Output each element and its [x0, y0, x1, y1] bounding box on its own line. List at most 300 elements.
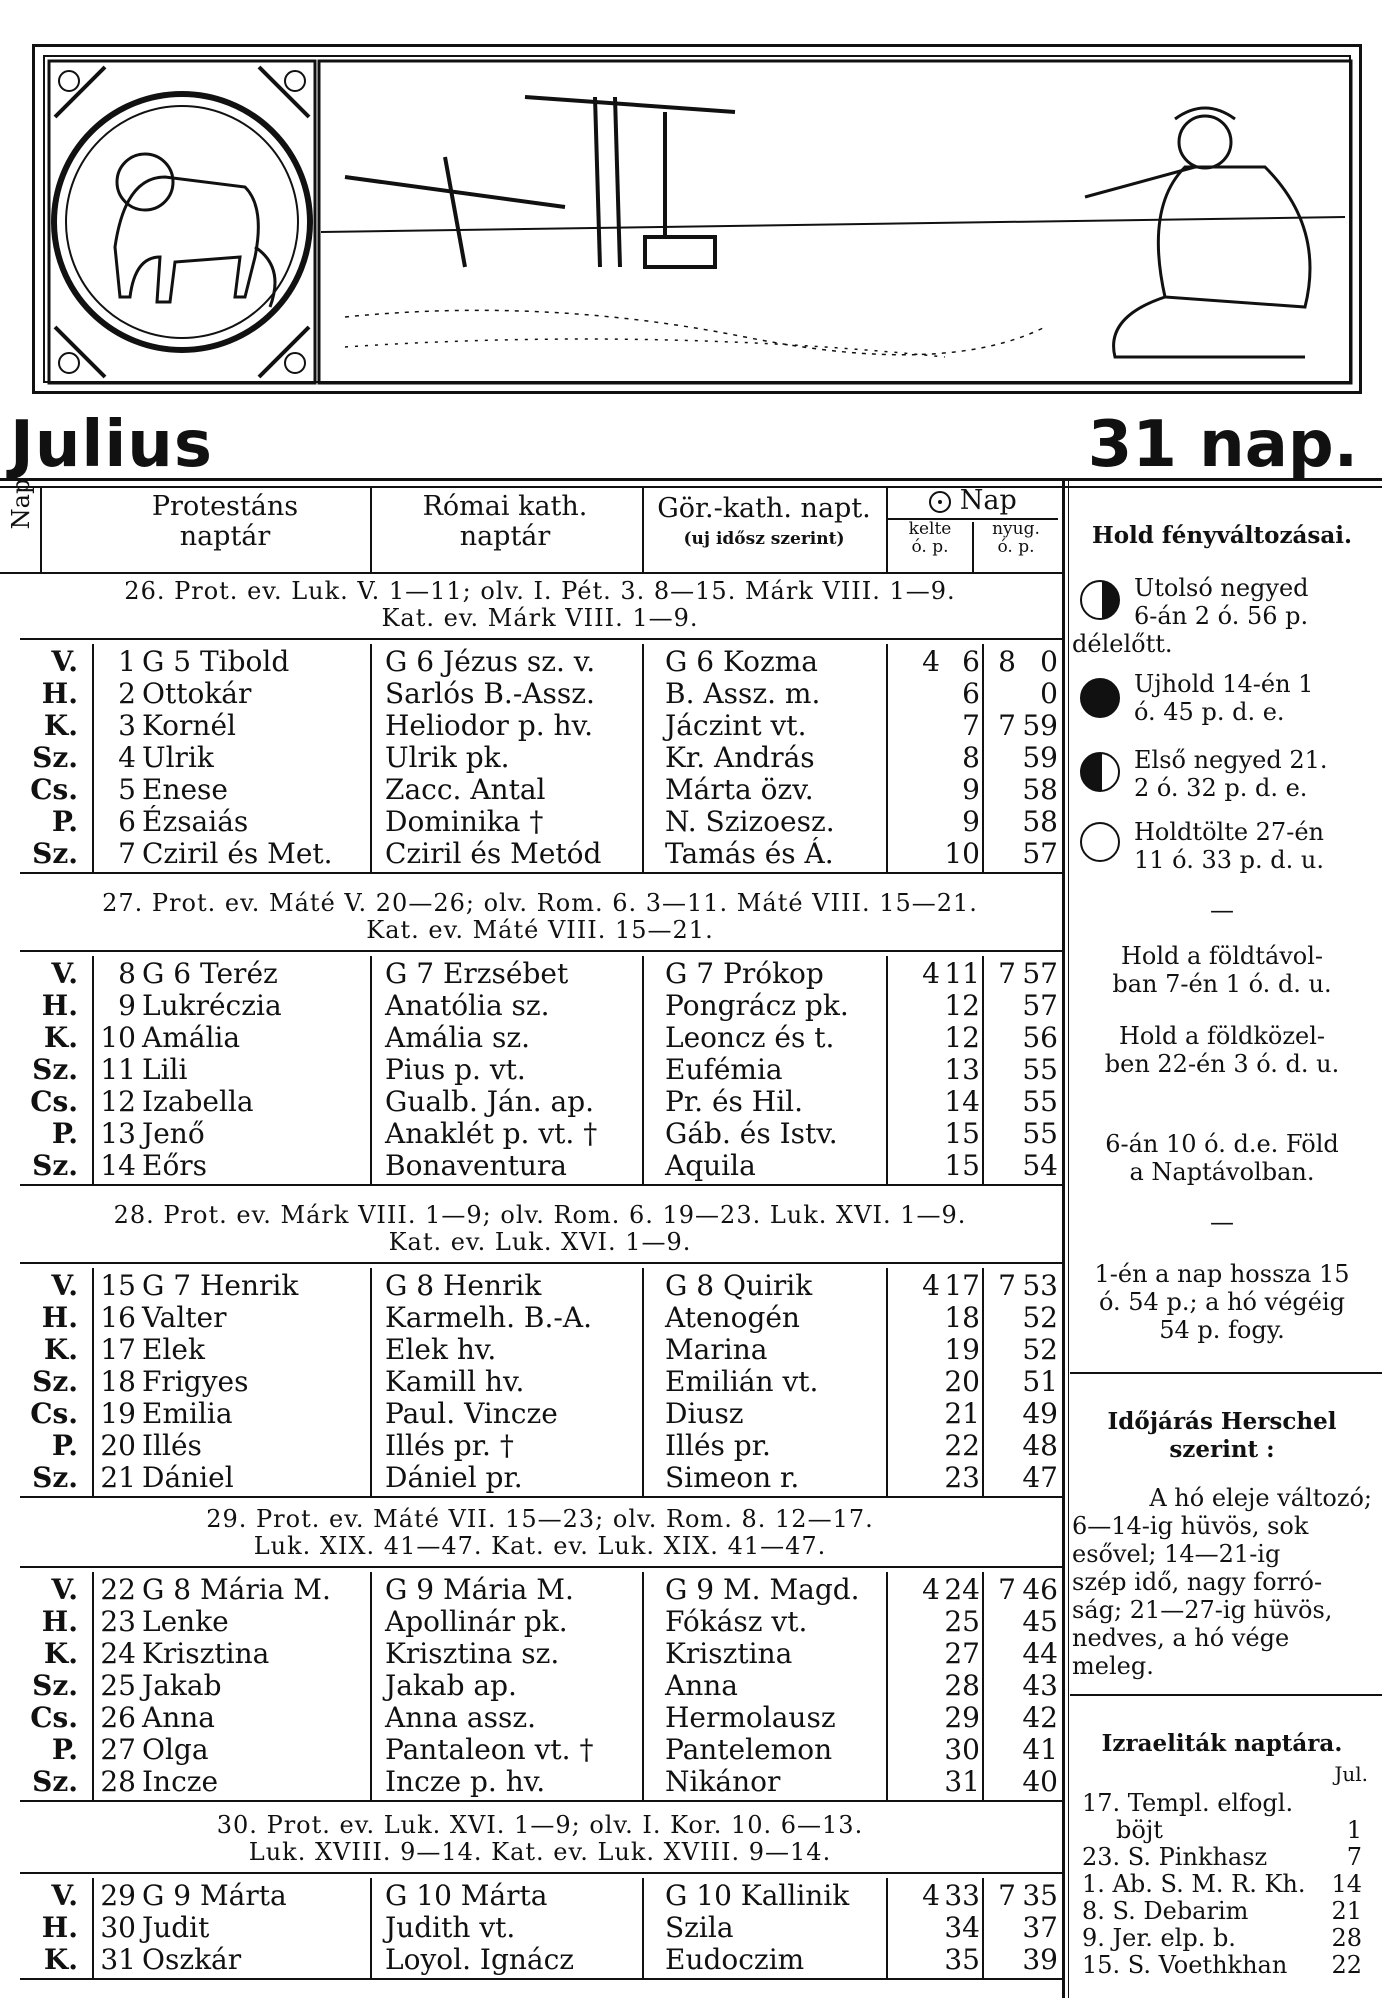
- greek-name: Tamás és Á.: [665, 837, 834, 870]
- greek-name: Atenogén: [665, 1301, 800, 1334]
- table-row: [0, 838, 1062, 870]
- divider-dash-2: —: [1210, 1208, 1234, 1236]
- column-divider: [370, 1878, 372, 1978]
- column-divider: [886, 644, 888, 872]
- column-divider: [886, 1572, 888, 1800]
- weekday: Sz.: [32, 741, 78, 774]
- sunset-min: 58: [1022, 773, 1058, 806]
- table-row: [0, 1574, 1062, 1606]
- roman-name: Cziril és Metód: [385, 837, 602, 870]
- greek-name: Aquila: [665, 1149, 756, 1182]
- sunset-hour: 7: [998, 709, 1016, 742]
- day-number: 19: [100, 1397, 136, 1430]
- group-rule: [20, 872, 1062, 874]
- roman-name: Judith vt.: [385, 1911, 516, 1944]
- column-divider: [370, 1572, 372, 1800]
- sunset-min: 51: [1022, 1365, 1058, 1398]
- greek-name: Nikánor: [665, 1765, 781, 1798]
- sunrise-min: 31: [944, 1765, 980, 1798]
- greek-name: Gáb. és Istv.: [665, 1117, 838, 1150]
- greek-name: G 7 Prókop: [665, 957, 824, 990]
- sunrise-hour: 4: [922, 645, 940, 678]
- weekday: P.: [51, 1117, 78, 1150]
- roman-name: Jakab ap.: [385, 1669, 517, 1702]
- protestant-name: Olga: [142, 1733, 209, 1766]
- roman-name: G 7 Erzsébet: [385, 957, 569, 990]
- sunrise-min: 23: [944, 1461, 980, 1494]
- roman-name: Dominika †: [385, 805, 544, 838]
- protestant-name: Jakab: [142, 1669, 222, 1702]
- table-row: [0, 806, 1062, 838]
- weather-text: A hó eleje változó; 6—14-ig hüvös, sok esővel; 14—21-ig szép idő, nagy forró- ság; 21—27-ig hüvös, nedves, a hó vége meleg.: [1072, 1484, 1372, 1680]
- weather-title: Időjárás Herschel szerint :: [1107, 1408, 1337, 1463]
- day-number: 29: [100, 1879, 136, 1912]
- day-number: 24: [100, 1637, 136, 1670]
- col-header-nap: Nap: [7, 478, 35, 530]
- day-number: 10: [100, 1021, 136, 1054]
- sunrise-hour: 4: [922, 1879, 940, 1912]
- jewish-calendar-label: 15. S. Voethkhan: [1082, 1951, 1288, 1979]
- column-divider: [370, 1268, 372, 1496]
- greek-name: Márta özv.: [665, 773, 814, 806]
- weekday: H.: [41, 677, 78, 710]
- column-divider: [92, 644, 94, 872]
- table-row: [0, 1702, 1062, 1734]
- weekday: P.: [51, 805, 78, 838]
- table-row: [0, 1430, 1062, 1462]
- full-moon-icon: [1080, 822, 1120, 862]
- column-divider: [642, 956, 644, 1184]
- day-number: 23: [100, 1605, 136, 1638]
- weekday: Cs.: [30, 1397, 78, 1430]
- sunset-min: 0: [1040, 645, 1058, 678]
- day-number: 31: [100, 1943, 136, 1976]
- protestant-name: G 7 Henrik: [142, 1269, 299, 1302]
- greek-name: Emilián vt.: [665, 1365, 819, 1398]
- jewish-calendar-item: [1082, 1817, 1362, 1843]
- illustration-art: [45, 57, 1355, 387]
- sunset-hour: 7: [998, 957, 1016, 990]
- protestant-name: Lili: [142, 1053, 188, 1086]
- weekday: Sz.: [32, 837, 78, 870]
- greek-name: Pr. és Hil.: [665, 1085, 804, 1118]
- protestant-name: Kornél: [142, 709, 236, 742]
- moon-first-quarter: Első negyed 21. 2 ó. 32 p. d. e.: [1134, 746, 1328, 802]
- roman-name: Dániel pr.: [385, 1461, 523, 1494]
- column-divider: [982, 644, 984, 872]
- week-reading-line: Luk. XIX. 41—47. Kat. ev. Luk. XIX. 41—47.: [253, 1532, 827, 1560]
- jewish-calendar-day: 22: [1331, 1951, 1362, 1979]
- day-number: 25: [100, 1669, 136, 1702]
- sunrise-hour: 4: [922, 1573, 940, 1606]
- day-number: 22: [100, 1573, 136, 1606]
- greek-name: Illés pr.: [665, 1429, 771, 1462]
- day-number: 21: [100, 1461, 136, 1494]
- week-reading: [20, 1812, 1060, 1866]
- protestant-name: Emilia: [142, 1397, 233, 1430]
- column-divider: [982, 956, 984, 1184]
- week-reading-line: Kat. ev. Márk VIII. 1—9.: [381, 604, 699, 632]
- column-divider: [642, 1572, 644, 1800]
- days-count: 31 nap.: [1087, 408, 1358, 482]
- roman-name: Amália sz.: [385, 1021, 530, 1054]
- weekday: V.: [51, 1573, 78, 1606]
- weekday: P.: [51, 1733, 78, 1766]
- moon-last-quarter-time: délelőtt.: [1072, 630, 1173, 658]
- jewish-calendar-day: 7: [1346, 1843, 1362, 1871]
- protestant-name: Anna: [142, 1701, 215, 1734]
- weekday: H.: [41, 1911, 78, 1944]
- moon-full: Holdtölte 27-én 11 ó. 33 p. d. u.: [1134, 818, 1324, 874]
- greek-name: G 8 Quirik: [665, 1269, 813, 1302]
- weekday: V.: [51, 645, 78, 678]
- week-reading: [20, 578, 1060, 632]
- weekday: Cs.: [30, 773, 78, 806]
- roman-name: Incze p. hv.: [385, 1765, 546, 1798]
- greek-name: Diusz: [665, 1397, 744, 1430]
- jewish-calendar-label: 8. S. Debarim: [1082, 1897, 1249, 1925]
- day-number: 1: [118, 645, 136, 678]
- sunset-min: 57: [1022, 957, 1058, 990]
- moon-phases-title: Hold fényváltozásai.: [1091, 522, 1353, 549]
- column-divider: [642, 644, 644, 872]
- jewish-calendar-item: [1082, 1871, 1362, 1897]
- sunrise-min: 10: [944, 837, 980, 870]
- protestant-name: Valter: [142, 1301, 227, 1334]
- table-row: [0, 1398, 1062, 1430]
- roman-name: G 8 Henrik: [385, 1269, 542, 1302]
- weekday: Sz.: [32, 1365, 78, 1398]
- sunrise-min: 15: [944, 1117, 980, 1150]
- sunset-min: 47: [1022, 1461, 1058, 1494]
- sunrise-min: 6: [962, 677, 980, 710]
- column-divider: [642, 1878, 644, 1978]
- roman-name: G 6 Jézus sz. v.: [385, 645, 596, 678]
- col-header-nyug: nyug. ó. p.: [992, 519, 1040, 557]
- day-number: 6: [118, 805, 136, 838]
- sunrise-min: 12: [944, 1021, 980, 1054]
- day-number: 5: [118, 773, 136, 806]
- greek-name: N. Szizoesz.: [665, 805, 835, 838]
- week-reading-line: Luk. XVIII. 9—14. Kat. ev. Luk. XVIII. 9—14.: [248, 1838, 832, 1866]
- table-row: [0, 990, 1062, 1022]
- well-sweep-icon: [345, 97, 735, 267]
- sunset-min: 48: [1022, 1429, 1058, 1462]
- column-divider: [982, 1878, 984, 1978]
- jewish-calendar-label: böjt: [1116, 1816, 1163, 1844]
- roman-name: Pantaleon vt. †: [385, 1733, 594, 1766]
- sunset-min: 52: [1022, 1301, 1058, 1334]
- day-number: 20: [100, 1429, 136, 1462]
- sunrise-min: 15: [944, 1149, 980, 1182]
- weekday: H.: [41, 1301, 78, 1334]
- weekday: V.: [51, 1269, 78, 1302]
- sunrise-min: 7: [962, 709, 980, 742]
- group-rule: [20, 1496, 1062, 1498]
- group-rule: [20, 1800, 1062, 1802]
- column-divider: [886, 1878, 888, 1978]
- sunset-min: 45: [1022, 1605, 1058, 1638]
- jewish-calendar-month: Jul.: [1334, 1762, 1368, 1786]
- sunrise-min: 19: [944, 1333, 980, 1366]
- divider-dash: —: [1210, 896, 1234, 924]
- week-reading-line: Kat. ev. Máté VIII. 15—21.: [366, 916, 714, 944]
- sunrise-min: 29: [944, 1701, 980, 1734]
- table-row: [0, 1150, 1062, 1182]
- protestant-name: Jenő: [142, 1117, 205, 1150]
- sunrise-min: 25: [944, 1605, 980, 1638]
- table-row: [0, 646, 1062, 678]
- col-header-protestant: Protestáns naptár: [151, 491, 299, 552]
- weekday: H.: [41, 989, 78, 1022]
- weekday: K.: [43, 1637, 78, 1670]
- earth-aphelion: 6-án 10 ó. d.e. Föld a Naptávolban.: [1105, 1130, 1339, 1186]
- jewish-calendar-label: 17. Templ. elfogl.: [1082, 1789, 1294, 1817]
- sunrise-min: 9: [962, 773, 980, 806]
- greek-name: Anna: [665, 1669, 738, 1702]
- weekday: H.: [41, 1605, 78, 1638]
- roman-name: Pius p. vt.: [385, 1053, 526, 1086]
- column-divider: [92, 1572, 94, 1800]
- protestant-name: G 6 Teréz: [142, 957, 278, 990]
- day-number: 9: [118, 989, 136, 1022]
- day-number: 17: [100, 1333, 136, 1366]
- greek-name: Eudoczim: [665, 1943, 805, 1976]
- sunrise-min: 27: [944, 1637, 980, 1670]
- sunset-min: 41: [1022, 1733, 1058, 1766]
- protestant-name: Judit: [142, 1911, 210, 1944]
- sunset-min: 39: [1022, 1943, 1058, 1976]
- weekday: Cs.: [30, 1085, 78, 1118]
- protestant-name: Lukréczia: [142, 989, 282, 1022]
- sunset-min: 0: [1040, 677, 1058, 710]
- moon-apogee: Hold a földtávol- ban 7-én 1 ó. d. u.: [1112, 942, 1332, 998]
- day-number: 8: [118, 957, 136, 990]
- table-row: [0, 1270, 1062, 1302]
- protestant-name: Elek: [142, 1333, 205, 1366]
- protestant-name: G 5 Tibold: [142, 645, 290, 678]
- week-reading-line: Kat. ev. Luk. XVI. 1—9.: [388, 1228, 692, 1256]
- table-row: [0, 1670, 1062, 1702]
- moon-new: Ujhold 14-én 1 ó. 45 p. d. e.: [1134, 670, 1314, 726]
- sunset-min: 56: [1022, 1021, 1058, 1054]
- greek-name: G 6 Kozma: [665, 645, 819, 678]
- weekday: K.: [43, 709, 78, 742]
- table-row: [0, 1302, 1062, 1334]
- week-separator: [20, 1566, 1062, 1568]
- protestant-name: Lenke: [142, 1605, 229, 1638]
- sunset-min: 42: [1022, 1701, 1058, 1734]
- sunrise-min: 22: [944, 1429, 980, 1462]
- sunset-min: 40: [1022, 1765, 1058, 1798]
- protestant-name: G 8 Mária M.: [142, 1573, 331, 1606]
- column-divider: [92, 1268, 94, 1496]
- col-header-roman: Római kath. naptár: [422, 491, 588, 552]
- last-quarter-icon: [1080, 580, 1120, 620]
- column-divider: [886, 956, 888, 1184]
- sunset-min: 57: [1022, 837, 1058, 870]
- column-divider: [642, 1268, 644, 1496]
- week-reading: [20, 890, 1060, 944]
- roman-name: Paul. Vincze: [385, 1397, 558, 1430]
- roman-name: Bonaventura: [385, 1149, 567, 1182]
- jewish-calendar-label: 9. Jer. elp. b.: [1082, 1924, 1236, 1952]
- sunrise-min: 18: [944, 1301, 980, 1334]
- roman-name: Sarlós B.-Assz.: [385, 677, 595, 710]
- day-number: 28: [100, 1765, 136, 1798]
- sunrise-hour: 4: [922, 957, 940, 990]
- day-number: 14: [100, 1149, 136, 1182]
- protestant-name: Enese: [142, 773, 228, 806]
- table-row: [0, 1880, 1062, 1912]
- weekday: Sz.: [32, 1149, 78, 1182]
- week-separator: [20, 1262, 1062, 1264]
- protestant-name: Oszkár: [142, 1943, 242, 1976]
- week-reading-line: 29. Prot. ev. Máté VII. 15—23; olv. Rom. 8. 12—17.: [206, 1505, 874, 1533]
- sunset-min: 35: [1022, 1879, 1058, 1912]
- lion-icon: [115, 154, 275, 307]
- table-row: [0, 710, 1062, 742]
- sunrise-min: 6: [962, 645, 980, 678]
- day-length: 1-én a nap hossza 15 ó. 54 p.; a hó végéig 54 p. fogy.: [1094, 1260, 1350, 1344]
- column-divider: [92, 956, 94, 1184]
- greek-name: Pantelemon: [665, 1733, 833, 1766]
- roman-name: Ulrik pk.: [385, 741, 510, 774]
- weekday: Sz.: [32, 1461, 78, 1494]
- day-number: 12: [100, 1085, 136, 1118]
- sunrise-min: 28: [944, 1669, 980, 1702]
- sunset-min: 59: [1022, 709, 1058, 742]
- protestant-name: Illés: [142, 1429, 202, 1462]
- sunset-min: 55: [1022, 1053, 1058, 1086]
- column-divider: [92, 1878, 94, 1978]
- group-rule: [20, 1184, 1062, 1186]
- table-row: [0, 1086, 1062, 1118]
- week-reading-line: 30. Prot. ev. Luk. XVI. 1—9; olv. I. Kor. 10. 6—13.: [216, 1811, 864, 1839]
- sunset-min: 46: [1022, 1573, 1058, 1606]
- sunset-min: 37: [1022, 1911, 1058, 1944]
- protestant-name: Frigyes: [142, 1365, 249, 1398]
- protestant-name: Ottokár: [142, 677, 252, 710]
- week-separator: [20, 1872, 1062, 1874]
- sunset-min: 44: [1022, 1637, 1058, 1670]
- week-reading-line: 26. Prot. ev. Luk. V. 1—11; olv. I. Pét. 3. 8—15. Márk VIII. 1—9.: [124, 577, 956, 605]
- roman-name: Anna assz.: [385, 1701, 536, 1734]
- day-number: 15: [100, 1269, 136, 1302]
- weekday: K.: [43, 1943, 78, 1976]
- table-row: [0, 742, 1062, 774]
- day-number: 18: [100, 1365, 136, 1398]
- sunrise-min: 33: [944, 1879, 980, 1912]
- greek-name: G 10 Kallinik: [665, 1879, 850, 1912]
- sunset-min: 43: [1022, 1669, 1058, 1702]
- table-row: [0, 958, 1062, 990]
- sunset-hour: 7: [998, 1879, 1016, 1912]
- sunrise-min: 20: [944, 1365, 980, 1398]
- jewish-calendar-item: [1082, 1952, 1362, 1978]
- column-divider: [370, 644, 372, 872]
- day-number: 27: [100, 1733, 136, 1766]
- sun-icon: [929, 491, 951, 513]
- table-row: [0, 1054, 1062, 1086]
- protestant-name: Amália: [142, 1021, 241, 1054]
- table-row: [0, 1734, 1062, 1766]
- roman-name: Apollinár pk.: [385, 1605, 568, 1638]
- roman-name: Karmelh. B.-A.: [385, 1301, 592, 1334]
- col-header-kelte: kelte ó. p.: [908, 519, 952, 557]
- greek-name: Pongrácz pk.: [665, 989, 849, 1022]
- week-reading: [20, 1506, 1060, 1560]
- greek-name: Simeon r.: [665, 1461, 800, 1494]
- sunset-min: 57: [1022, 989, 1058, 1022]
- jewish-calendar-day: 21: [1331, 1897, 1362, 1925]
- shepherd-icon: [1085, 108, 1310, 357]
- sunset-min: 59: [1022, 741, 1058, 774]
- protestant-name: Ulrik: [142, 741, 214, 774]
- sunset-min: 52: [1022, 1333, 1058, 1366]
- table-row: [0, 1766, 1062, 1798]
- weekday: K.: [43, 1021, 78, 1054]
- sunset-hour: 7: [998, 1269, 1016, 1302]
- sunrise-hour: 4: [922, 1269, 940, 1302]
- moon-last-quarter: Utolsó negyed 6-án 2 ó. 56 p.: [1134, 574, 1309, 630]
- roman-name: Gualb. Ján. ap.: [385, 1085, 595, 1118]
- roman-name: Loyol. Ignácz: [385, 1943, 575, 1976]
- day-number: 30: [100, 1911, 136, 1944]
- day-number: 13: [100, 1117, 136, 1150]
- roman-name: Illés pr. †: [385, 1429, 514, 1462]
- greek-name: Jáczint vt.: [665, 709, 807, 742]
- moon-perigee: Hold a földközel- ben 22-én 3 ó. d. u.: [1104, 1022, 1340, 1078]
- table-row: [0, 1606, 1062, 1638]
- column-divider: [370, 956, 372, 1184]
- day-number: 2: [118, 677, 136, 710]
- jewish-calendar-item: [1082, 1790, 1362, 1816]
- table-row: [0, 1366, 1062, 1398]
- jewish-calendar-label: 23. S. Pinkhasz: [1082, 1843, 1268, 1871]
- sunrise-min: 24: [944, 1573, 980, 1606]
- column-divider: [982, 1572, 984, 1800]
- week-reading: [20, 1202, 1060, 1256]
- jewish-calendar-day: 1: [1346, 1816, 1362, 1844]
- protestant-name: Incze: [142, 1765, 219, 1798]
- roman-name: Zacc. Antal: [385, 773, 546, 806]
- roman-name: Anatólia sz.: [385, 989, 550, 1022]
- table-row: [0, 1334, 1062, 1366]
- day-number: 26: [100, 1701, 136, 1734]
- greek-name: Kr. András: [665, 741, 815, 774]
- roman-name: G 9 Mária M.: [385, 1573, 574, 1606]
- greek-name: Leoncz és t.: [665, 1021, 835, 1054]
- table-row: [0, 1944, 1062, 1976]
- jewish-calendar-label: 1. Ab. S. M. R. Kh.: [1082, 1870, 1306, 1898]
- sunrise-min: 35: [944, 1943, 980, 1976]
- weekday: P.: [51, 1429, 78, 1462]
- table-row: [0, 1118, 1062, 1150]
- jewish-calendar-item: [1082, 1898, 1362, 1924]
- column-divider: [886, 1268, 888, 1496]
- roman-name: Kamill hv.: [385, 1365, 525, 1398]
- protestant-name: Izabella: [142, 1085, 254, 1118]
- greek-name: G 9 M. Magd.: [665, 1573, 860, 1606]
- sunset-hour: 7: [998, 1573, 1016, 1606]
- table-row: [0, 1022, 1062, 1054]
- sunrise-min: 11: [944, 957, 980, 990]
- protestant-name: Krisztina: [142, 1637, 270, 1670]
- sunset-min: 49: [1022, 1397, 1058, 1430]
- protestant-name: Ézsaiás: [142, 805, 249, 838]
- col-header-sun: Nap: [888, 484, 1058, 574]
